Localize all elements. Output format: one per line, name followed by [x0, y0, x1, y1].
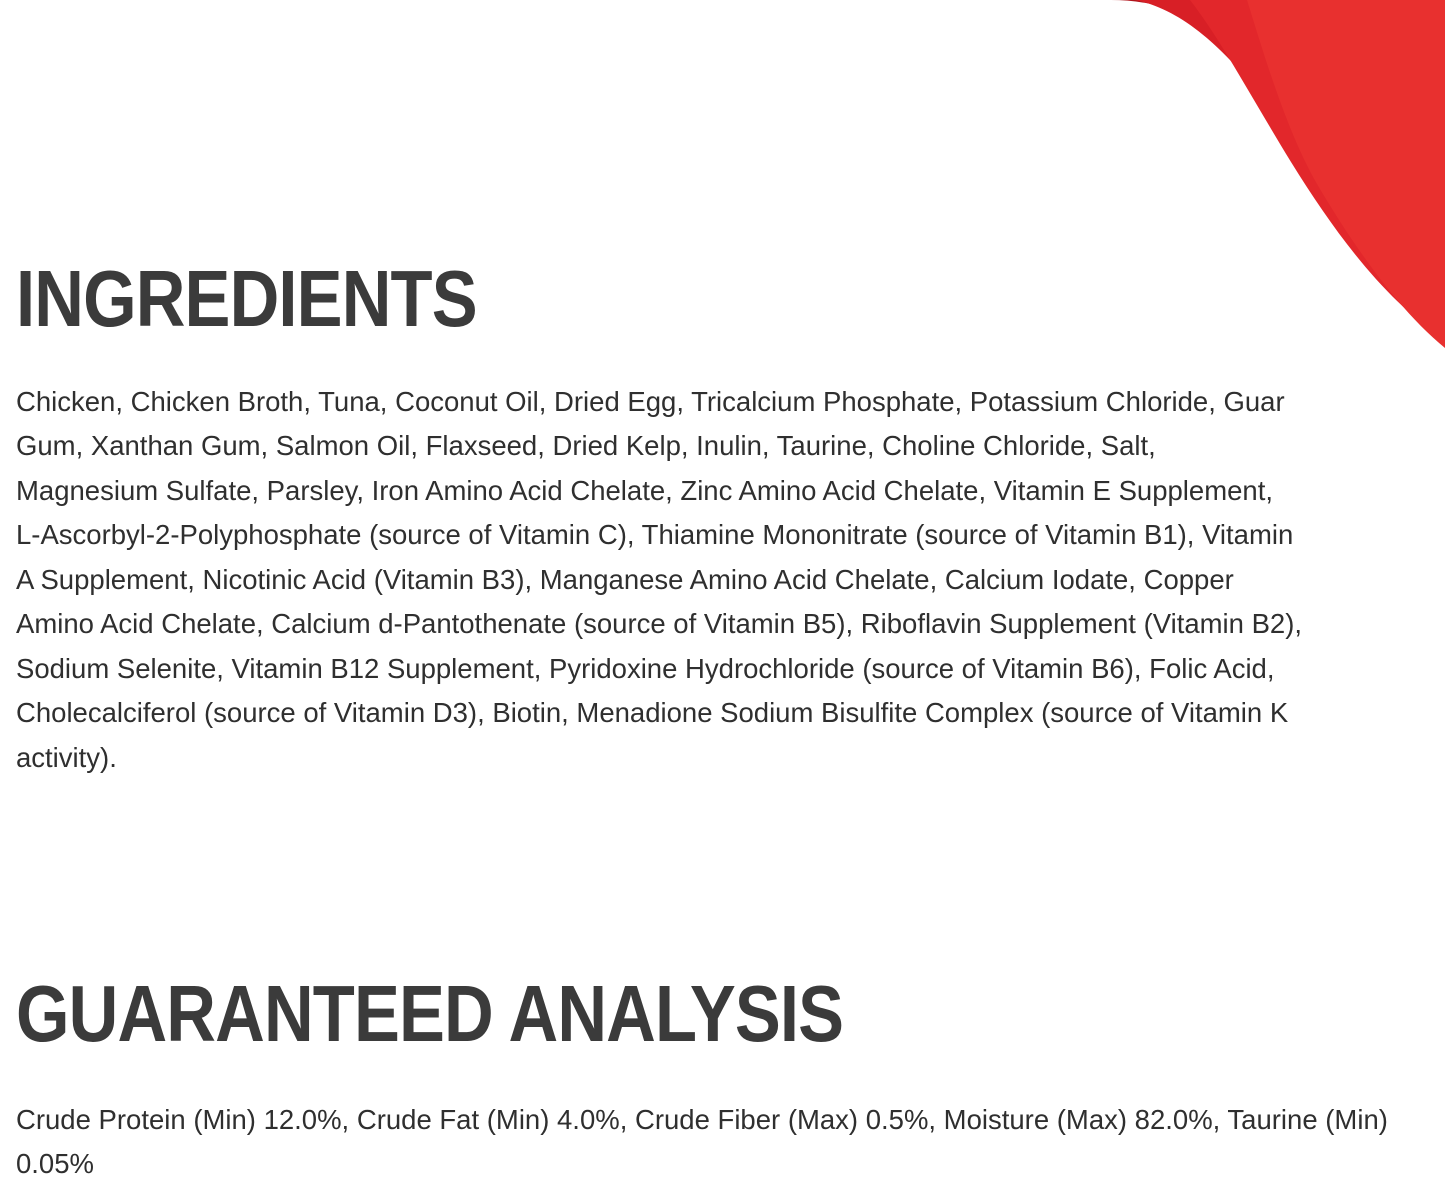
ingredients-text: Chicken, Chicken Broth, Tuna, Coconut Oil, Dried Egg, Tricalcium Phosphate, Potassium Chloride, Guar Gum, Xanthan Gum, Salmon Oil, Flaxseed, Dried Kelp, Inulin, Taurine, Choline Chloride, Salt, Magnesium Sulfate, Parsley, Iron Amino Acid Chelate, Zinc Amino Acid Chelate, Vitamin E Supplement, L-Ascorbyl-2-Polyphosphate (source of Vitamin C), Thiamine Mononitrate (source of Vitamin B1), Vitamin A Supplement, Nicotinic Acid (Vitamin B3), Manganese Amino Acid Chelate, Calcium Iodate, Copper Amino Acid Chelate, Calcium d-Pantothenate (source of Vitamin B5), Riboflavin Supplement (Vitamin B2), Sodium Selenite, Vitamin B12 Supplement, Pyridoxine Hydrochloride (source of Vitamin B6), Folic Acid, Cholecalciferol (source of Vitamin D3), Biotin, Menadione Sodium Bisulfite Complex (source of Vitamin K activity). [16, 385, 1303, 773]
ingredients-heading: INGREDIENTS [16, 253, 477, 343]
red-corner-swoosh [985, 0, 1445, 400]
guaranteed-analysis-heading: GUARANTEED ANALYSIS [16, 968, 844, 1058]
guaranteed-analysis-text: Crude Protein (Min) 12.0%, Crude Fat (Min) 4.0%, Crude Fiber (Max) 0.5%, Moisture (Max) 82.0%, Taurine (Min) 0.05% [16, 1103, 1388, 1178]
